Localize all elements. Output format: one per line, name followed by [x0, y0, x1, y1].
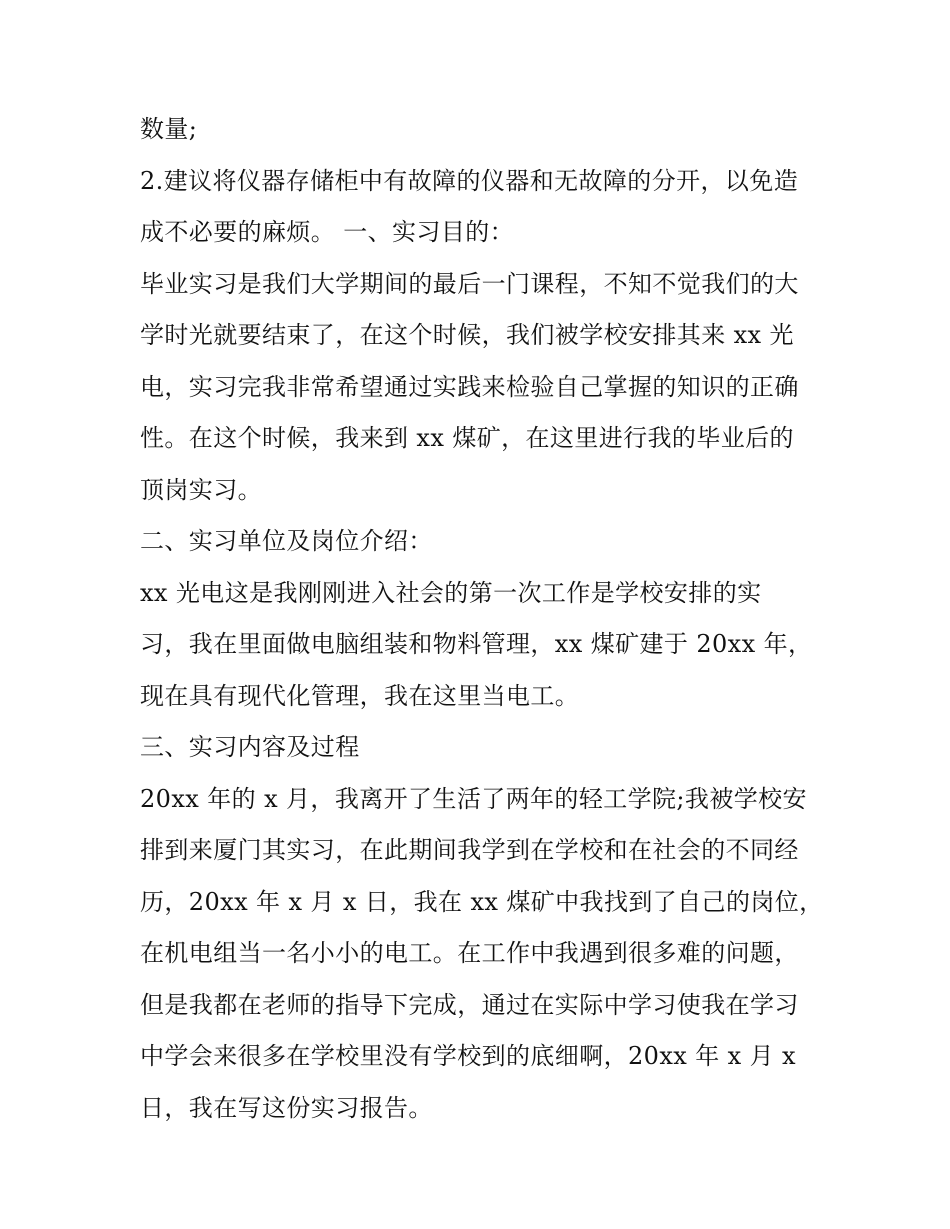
text-line-11: 习，我在里面做电脑组装和物料管理，xx 煤矿建于 20xx 年，: [140, 630, 813, 658]
text-line-7: 性。在这个时候，我来到 xx 煤矿，在这里进行我的毕业后的: [140, 424, 794, 452]
text-line-19: 中学会来很多在学校里没有学校到的底细啊，20xx 年 x 月 x: [140, 1042, 796, 1070]
text-line-2: 2.建议将仪器存储柜中有故障的仪器和无故障的分开，以免造: [140, 166, 799, 195]
section-heading-3: 三、实习内容及过程: [140, 733, 360, 761]
text-line-8: 顶岗实习。: [140, 475, 262, 504]
text-line-20: 日，我在写这份实习报告。: [140, 1093, 433, 1122]
text-line-1: 数量;: [140, 115, 198, 143]
text-line-4: 毕业实习是我们大学期间的最后一门课程，不知不觉我们的大: [140, 269, 799, 298]
text-line-15: 排到来厦门其实习，在此期间我学到在学校和在社会的不同经: [140, 836, 799, 864]
text-line-6: 电，实习完我非常希望通过实践来检验自己掌握的知识的正确: [140, 372, 799, 401]
text-line-12: 现在具有现代化管理，我在这里当电工。: [140, 681, 580, 710]
text-line-17: 在机电组当一名小小的电工。在工作中我遇到很多难的问题，: [140, 939, 799, 967]
text-line-3: 成不必要的麻烦。 一、实习目的：: [140, 218, 515, 246]
text-line-10: xx 光电这是我刚刚进入社会的第一次工作是学校安排的实: [140, 578, 762, 607]
section-heading-2: 二、实习单位及岗位介绍：: [140, 527, 433, 555]
document-body: [140, 104, 824, 1134]
text-line-5: 学时光就要结束了，在这个时候，我们被学校安排其来 xx 光: [140, 321, 794, 349]
text-line-14: 20xx 年的 x 月，我离开了生活了两年的轻工学院;我被学校安: [140, 784, 807, 813]
text-line-16: 历，20xx 年 x 月 x 日，我在 xx 煤矿中我找到了自己的岗位，: [140, 887, 824, 916]
text-line-18: 但是我都在老师的指导下完成，通过在实际中学习使我在学习: [140, 990, 799, 1019]
